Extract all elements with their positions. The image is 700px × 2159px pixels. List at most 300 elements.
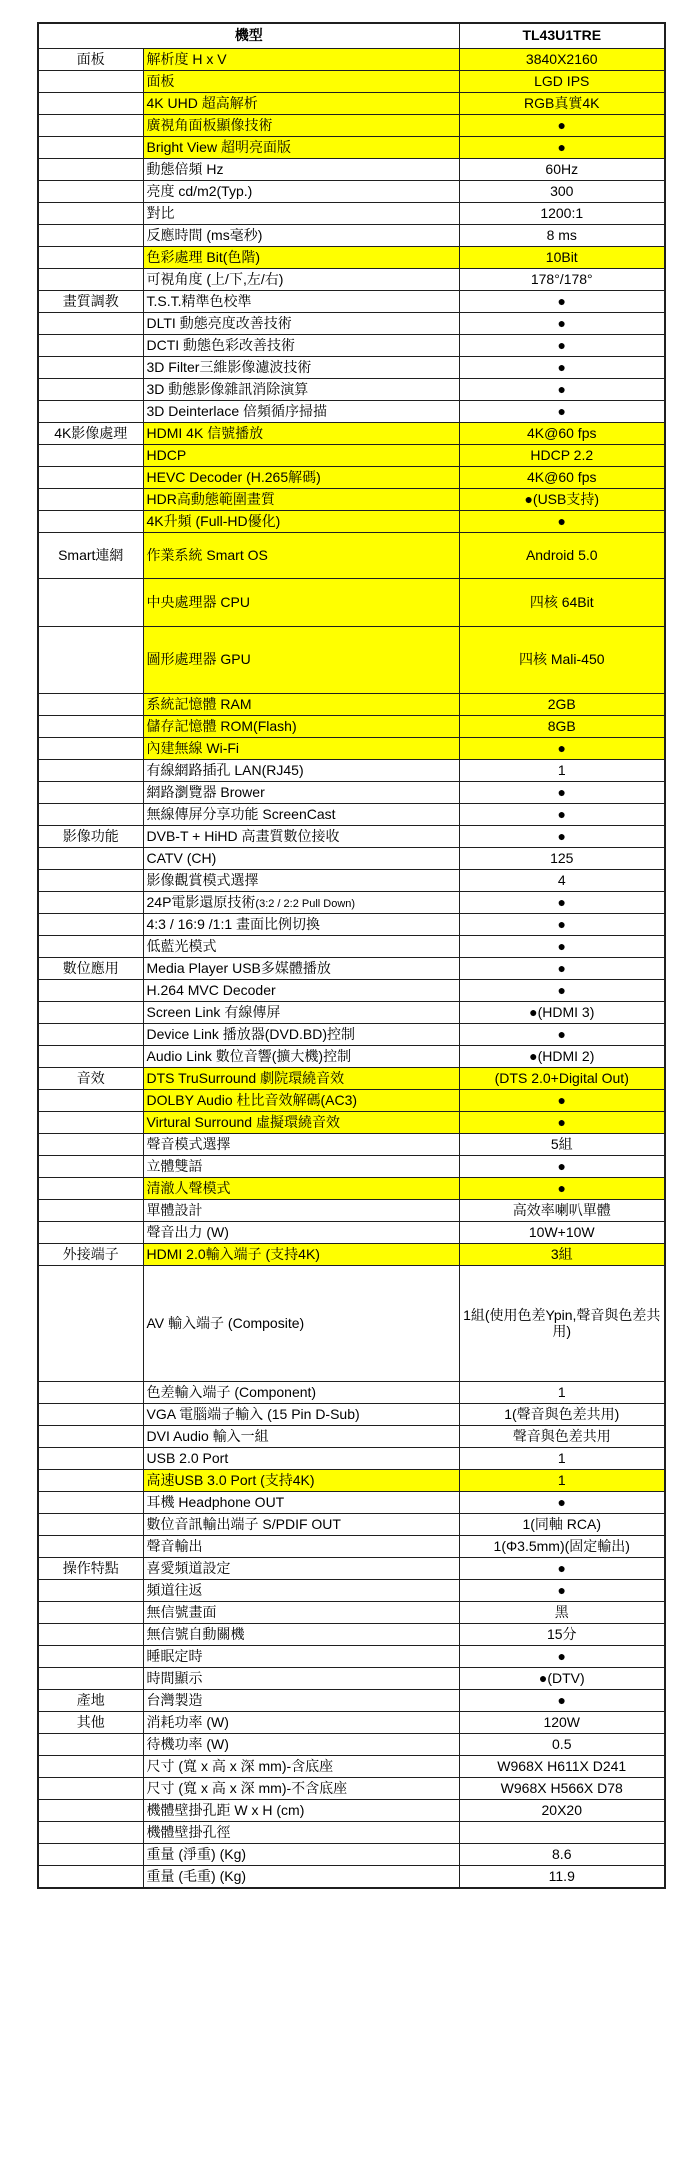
table-row xyxy=(38,533,665,579)
value-cell: ●(HDMI 3) xyxy=(459,1002,665,1024)
value-cell: ● xyxy=(459,1156,665,1178)
value-cell: 60Hz xyxy=(459,159,665,181)
feature-label: 耳機 Headphone OUT xyxy=(146,1493,285,1510)
table-row xyxy=(38,782,665,804)
value-cell xyxy=(459,1822,665,1844)
category-cell xyxy=(38,1448,143,1470)
category-cell xyxy=(38,914,143,936)
value-cell: 1 xyxy=(459,1382,665,1404)
feature-cell xyxy=(143,1178,459,1200)
category-cell xyxy=(38,936,143,958)
value-cell: 3組 xyxy=(459,1244,665,1266)
table-row xyxy=(38,1046,665,1068)
value-cell: ● xyxy=(459,1492,665,1514)
category-cell xyxy=(38,870,143,892)
category-cell xyxy=(38,760,143,782)
value-cell: 1 xyxy=(459,1448,665,1470)
feature-label: 色差輸入端子 (Component) xyxy=(146,1383,317,1400)
feature-label: 重量 (淨重) (Kg) xyxy=(146,1845,247,1862)
feature-cell xyxy=(143,892,459,914)
category-cell xyxy=(38,247,143,269)
category-cell: 音效 xyxy=(38,1068,143,1090)
feature-label: Media Player USB多媒體播放 xyxy=(146,959,331,976)
feature-cell xyxy=(143,137,459,159)
feature-cell xyxy=(143,533,459,579)
feature-label: 單體設計 xyxy=(146,1201,203,1218)
value-cell: ● xyxy=(459,936,665,958)
feature-label: 聲音輸出 xyxy=(146,1537,203,1554)
value-cell: 20X20 xyxy=(459,1800,665,1822)
feature-label: 色彩處理 Bit(色階) xyxy=(146,248,261,265)
feature-cell xyxy=(143,357,459,379)
value-cell: ● xyxy=(459,379,665,401)
table-row xyxy=(38,848,665,870)
category-cell xyxy=(38,1800,143,1822)
table-row xyxy=(38,716,665,738)
feature-cell xyxy=(143,1756,459,1778)
category-cell xyxy=(38,115,143,137)
value-cell: LGD IPS xyxy=(459,71,665,93)
feature-label: Bright View 超明亮面版 xyxy=(146,138,291,155)
value-cell: W968X H566X D78 xyxy=(459,1778,665,1800)
feature-cell xyxy=(143,1470,459,1492)
feature-label: 立體雙語 xyxy=(146,1157,203,1174)
category-cell xyxy=(38,782,143,804)
table-row xyxy=(38,1068,665,1090)
table-row xyxy=(38,1090,665,1112)
value-cell: 8 ms xyxy=(459,225,665,247)
table-row xyxy=(38,804,665,826)
feature-cell xyxy=(143,1822,459,1844)
model-header-label: 機型 xyxy=(38,23,459,49)
feature-cell xyxy=(143,335,459,357)
feature-label: 尺寸 (寬 x 高 x 深 mm)-含底座 xyxy=(146,1757,334,1774)
feature-label: Device Link 播放器(DVD.BD)控制 xyxy=(146,1025,355,1042)
category-cell xyxy=(38,738,143,760)
value-cell: 1組(使用色差Ypin,聲音與色差共用) xyxy=(459,1266,665,1382)
table-row xyxy=(38,1646,665,1668)
tv-spec-table xyxy=(37,22,666,1889)
category-cell xyxy=(38,1178,143,1200)
table-row xyxy=(38,1222,665,1244)
category-cell xyxy=(38,804,143,826)
feature-cell xyxy=(143,1134,459,1156)
category-cell xyxy=(38,489,143,511)
feature-cell xyxy=(143,1844,459,1866)
category-cell xyxy=(38,1778,143,1800)
category-cell: 外接端子 xyxy=(38,1244,143,1266)
category-cell xyxy=(38,1024,143,1046)
table-row xyxy=(38,1404,665,1426)
feature-label: 圖形處理器 GPU xyxy=(146,651,251,668)
feature-label: 待機功率 (W) xyxy=(146,1735,229,1752)
feature-label: 台灣製造 xyxy=(146,1691,203,1708)
category-cell xyxy=(38,1156,143,1178)
table-row xyxy=(38,1800,665,1822)
feature-label: 3D 動態影像雜訊消除演算 xyxy=(146,380,309,397)
value-cell: ● xyxy=(459,1112,665,1134)
category-cell: 面板 xyxy=(38,49,143,71)
value-cell: 120W xyxy=(459,1712,665,1734)
table-row xyxy=(38,1470,665,1492)
feature-label: VGA 電腦端子輸入 (15 Pin D-Sub) xyxy=(146,1405,360,1422)
value-cell: 3840X2160 xyxy=(459,49,665,71)
feature-label: 聲音模式選擇 xyxy=(146,1135,231,1152)
feature-cell xyxy=(143,1382,459,1404)
table-row xyxy=(38,870,665,892)
category-cell xyxy=(38,467,143,489)
feature-cell xyxy=(143,269,459,291)
category-cell xyxy=(38,181,143,203)
feature-label: 4K升頻 (Full-HD優化) xyxy=(146,512,281,529)
feature-cell xyxy=(143,313,459,335)
value-cell: ● xyxy=(459,914,665,936)
feature-label: 24P電影還原技術 xyxy=(146,893,256,910)
value-cell: ● xyxy=(459,958,665,980)
category-cell xyxy=(38,1844,143,1866)
feature-label: 解析度 H x V xyxy=(146,50,227,67)
category-cell xyxy=(38,225,143,247)
category-cell: 影像功能 xyxy=(38,826,143,848)
category-cell xyxy=(38,1756,143,1778)
category-cell xyxy=(38,1266,143,1382)
feature-label: 聲音出力 (W) xyxy=(146,1223,229,1240)
category-cell xyxy=(38,627,143,694)
feature-cell xyxy=(143,489,459,511)
table-row xyxy=(38,1002,665,1024)
feature-label: DTS TruSurround 劇院環繞音效 xyxy=(146,1069,345,1086)
table-row xyxy=(38,760,665,782)
feature-cell xyxy=(143,848,459,870)
feature-cell xyxy=(143,870,459,892)
value-cell: ● xyxy=(459,291,665,313)
feature-label: DOLBY Audio 杜比音效解碼(AC3) xyxy=(146,1091,358,1108)
header-row xyxy=(38,23,665,49)
value-cell: ● xyxy=(459,115,665,137)
feature-cell xyxy=(143,511,459,533)
feature-label: 反應時間 (ms毫秒) xyxy=(146,226,263,243)
value-cell: 10W+10W xyxy=(459,1222,665,1244)
feature-cell xyxy=(143,1866,459,1888)
table-row xyxy=(38,401,665,423)
category-cell xyxy=(38,694,143,716)
table-row xyxy=(38,225,665,247)
value-cell: 黑 xyxy=(459,1602,665,1624)
value-cell: 高效率喇叭單體 xyxy=(459,1200,665,1222)
category-cell: 其他 xyxy=(38,1712,143,1734)
table-row xyxy=(38,159,665,181)
table-row xyxy=(38,1712,665,1734)
category-cell xyxy=(38,1866,143,1888)
feature-cell xyxy=(143,1426,459,1448)
value-cell: 15分 xyxy=(459,1624,665,1646)
table-row xyxy=(38,269,665,291)
feature-label: DLTI 動態亮度改善技術 xyxy=(146,314,292,331)
feature-cell xyxy=(143,579,459,627)
feature-cell xyxy=(143,115,459,137)
feature-cell xyxy=(143,1778,459,1800)
feature-cell xyxy=(143,980,459,1002)
value-cell: ● xyxy=(459,1580,665,1602)
value-cell: 178°/178° xyxy=(459,269,665,291)
feature-cell xyxy=(143,1734,459,1756)
value-cell: ● xyxy=(459,738,665,760)
feature-cell xyxy=(143,914,459,936)
value-cell: 1 xyxy=(459,760,665,782)
value-cell: ● xyxy=(459,401,665,423)
table-row xyxy=(38,291,665,313)
feature-cell xyxy=(143,1266,459,1382)
value-cell: ● xyxy=(459,1090,665,1112)
table-row xyxy=(38,1514,665,1536)
feature-label: DVB-T + HiHD 高畫質數位接收 xyxy=(146,827,340,844)
value-cell: 8GB xyxy=(459,716,665,738)
value-cell: 4K@60 fps xyxy=(459,467,665,489)
value-cell: ● xyxy=(459,980,665,1002)
table-row xyxy=(38,980,665,1002)
table-row xyxy=(38,93,665,115)
feature-label: 影像觀賞模式選擇 xyxy=(146,871,259,888)
feature-cell xyxy=(143,1800,459,1822)
table-row xyxy=(38,1200,665,1222)
category-cell xyxy=(38,1112,143,1134)
table-row xyxy=(38,892,665,914)
value-cell: 1(同軸 RCA) xyxy=(459,1514,665,1536)
feature-label: 時間顯示 xyxy=(146,1669,203,1686)
feature-cell xyxy=(143,1536,459,1558)
feature-label: 有線網路插孔 LAN(RJ45) xyxy=(146,761,304,778)
feature-cell xyxy=(143,1558,459,1580)
table-row xyxy=(38,511,665,533)
feature-cell xyxy=(143,1156,459,1178)
feature-cell xyxy=(143,49,459,71)
feature-cell xyxy=(143,423,459,445)
value-cell: 11.9 xyxy=(459,1866,665,1888)
feature-cell xyxy=(143,93,459,115)
table-row xyxy=(38,1580,665,1602)
feature-label: HDR高動態範圍畫質 xyxy=(146,490,275,507)
table-row xyxy=(38,1822,665,1844)
table-row xyxy=(38,738,665,760)
table-row xyxy=(38,489,665,511)
table-row xyxy=(38,914,665,936)
table-row xyxy=(38,1558,665,1580)
value-cell: ● xyxy=(459,1690,665,1712)
category-cell xyxy=(38,511,143,533)
spec-rows xyxy=(38,49,665,1888)
value-cell: ● xyxy=(459,804,665,826)
value-cell: 1(聲音與色差共用) xyxy=(459,1404,665,1426)
category-cell: 數位應用 xyxy=(38,958,143,980)
value-cell: ●(HDMI 2) xyxy=(459,1046,665,1068)
feature-cell xyxy=(143,1090,459,1112)
feature-cell xyxy=(143,1448,459,1470)
feature-label: 消耗功率 (W) xyxy=(146,1713,229,1730)
value-cell: 4K@60 fps xyxy=(459,423,665,445)
feature-cell xyxy=(143,1712,459,1734)
table-row xyxy=(38,1178,665,1200)
feature-cell xyxy=(143,1668,459,1690)
value-cell: ● xyxy=(459,1558,665,1580)
feature-label: Virtural Surround 虛擬環繞音效 xyxy=(146,1113,340,1130)
table-row xyxy=(38,1156,665,1178)
feature-label: 無信號畫面 xyxy=(146,1603,217,1620)
feature-cell xyxy=(143,1624,459,1646)
feature-label: 3D Deinterlace 倍頻循序掃描 xyxy=(146,402,327,419)
category-cell: Smart連網 xyxy=(38,533,143,579)
feature-cell xyxy=(143,1646,459,1668)
table-row xyxy=(38,1536,665,1558)
feature-cell xyxy=(143,445,459,467)
value-cell: RGB真實4K xyxy=(459,93,665,115)
category-cell xyxy=(38,1222,143,1244)
feature-cell xyxy=(143,1244,459,1266)
category-cell xyxy=(38,980,143,1002)
feature-cell xyxy=(143,203,459,225)
feature-label: 系統記憶體 RAM xyxy=(146,695,252,712)
category-cell xyxy=(38,1514,143,1536)
feature-label: 網路瀏覽器 Brower xyxy=(146,783,265,800)
category-cell xyxy=(38,892,143,914)
feature-cell xyxy=(143,1602,459,1624)
feature-label: 亮度 cd/m2(Typ.) xyxy=(146,182,253,199)
table-row xyxy=(38,445,665,467)
table-row xyxy=(38,115,665,137)
category-cell xyxy=(38,93,143,115)
category-cell xyxy=(38,1470,143,1492)
feature-label: CATV (CH) xyxy=(146,849,217,866)
table-row xyxy=(38,1844,665,1866)
feature-label: 數位音訊輸出端子 S/PDIF OUT xyxy=(146,1515,341,1532)
feature-cell xyxy=(143,1002,459,1024)
feature-label: 廣視角面板顯像技術 xyxy=(146,116,273,133)
feature-label: HDCP xyxy=(146,446,187,463)
value-cell: 5組 xyxy=(459,1134,665,1156)
value-cell: 1200:1 xyxy=(459,203,665,225)
category-cell xyxy=(38,1492,143,1514)
value-cell: ● xyxy=(459,1024,665,1046)
category-cell xyxy=(38,71,143,93)
feature-label: HDMI 2.0輸入端子 (支持4K) xyxy=(146,1245,320,1262)
feature-label: 3D Filter三維影像濾波技術 xyxy=(146,358,312,375)
category-cell xyxy=(38,1090,143,1112)
feature-cell xyxy=(143,760,459,782)
feature-cell xyxy=(143,716,459,738)
feature-label: 頻道往返 xyxy=(146,1581,203,1598)
value-cell: W968X H611X D241 xyxy=(459,1756,665,1778)
category-cell xyxy=(38,1602,143,1624)
value-cell: 125 xyxy=(459,848,665,870)
value-cell: ● xyxy=(459,892,665,914)
feature-cell xyxy=(143,1200,459,1222)
value-cell: (DTS 2.0+Digital Out) xyxy=(459,1068,665,1090)
feature-label: 尺寸 (寬 x 高 x 深 mm)-不含底座 xyxy=(146,1779,348,1796)
table-row xyxy=(38,1112,665,1134)
table-row xyxy=(38,313,665,335)
category-cell: 畫質調教 xyxy=(38,291,143,313)
table-row xyxy=(38,1778,665,1800)
feature-label: HEVC Decoder (H.265解碼) xyxy=(146,468,321,485)
category-cell xyxy=(38,335,143,357)
category-cell xyxy=(38,379,143,401)
feature-cell xyxy=(143,1690,459,1712)
category-cell xyxy=(38,1822,143,1844)
feature-label: USB 2.0 Port xyxy=(146,1449,229,1466)
category-cell xyxy=(38,848,143,870)
value-cell: 4 xyxy=(459,870,665,892)
table-row xyxy=(38,1024,665,1046)
feature-label: 低藍光模式 xyxy=(146,937,217,954)
feature-cell xyxy=(143,467,459,489)
feature-cell xyxy=(143,958,459,980)
category-cell xyxy=(38,159,143,181)
table-row xyxy=(38,579,665,627)
feature-label: 對比 xyxy=(146,204,175,221)
feature-label: AV 輸入端子 (Composite) xyxy=(146,1314,305,1331)
value-cell: ● xyxy=(459,826,665,848)
category-cell xyxy=(38,203,143,225)
value-cell: Android 5.0 xyxy=(459,533,665,579)
feature-label: 內建無線 Wi-Fi xyxy=(146,739,240,756)
table-row xyxy=(38,71,665,93)
feature-label: 高速USB 3.0 Port (支持4K) xyxy=(146,1471,315,1488)
value-cell: 四核 64Bit xyxy=(459,579,665,627)
feature-label: 無信號自動關機 xyxy=(146,1625,245,1642)
feature-label: T.S.T.精準色校準 xyxy=(146,292,252,309)
category-cell xyxy=(38,1134,143,1156)
feature-cell xyxy=(143,826,459,848)
table-row xyxy=(38,1448,665,1470)
table-row xyxy=(38,936,665,958)
table-row xyxy=(38,467,665,489)
feature-cell xyxy=(143,936,459,958)
table-row xyxy=(38,1244,665,1266)
value-cell: ● xyxy=(459,357,665,379)
table-row xyxy=(38,423,665,445)
value-cell: HDCP 2.2 xyxy=(459,445,665,467)
table-row xyxy=(38,1756,665,1778)
value-cell: 聲音與色差共用 xyxy=(459,1426,665,1448)
model-header-value: TL43U1TRE xyxy=(459,23,665,49)
feature-label: 4:3 / 16:9 /1:1 畫面比例切換 xyxy=(146,915,321,932)
feature-cell xyxy=(143,738,459,760)
feature-cell xyxy=(143,694,459,716)
feature-label: Screen Link 有線傳屏 xyxy=(146,1003,281,1020)
table-row xyxy=(38,335,665,357)
category-cell xyxy=(38,401,143,423)
feature-cell xyxy=(143,247,459,269)
table-row xyxy=(38,247,665,269)
feature-cell xyxy=(143,782,459,804)
category-cell xyxy=(38,313,143,335)
table-row xyxy=(38,357,665,379)
table-row xyxy=(38,1866,665,1888)
feature-label: 喜愛頻道設定 xyxy=(146,1559,231,1576)
feature-cell xyxy=(143,804,459,826)
value-cell: 1(Φ3.5mm)(固定輸出) xyxy=(459,1536,665,1558)
feature-cell xyxy=(143,291,459,313)
table-row xyxy=(38,379,665,401)
category-cell xyxy=(38,579,143,627)
feature-cell xyxy=(143,627,459,694)
value-cell: ●(DTV) xyxy=(459,1668,665,1690)
category-cell xyxy=(38,1382,143,1404)
value-cell: 0.5 xyxy=(459,1734,665,1756)
category-cell xyxy=(38,1046,143,1068)
category-cell xyxy=(38,269,143,291)
table-row xyxy=(38,1382,665,1404)
feature-label: 中央處理器 CPU xyxy=(146,593,250,610)
